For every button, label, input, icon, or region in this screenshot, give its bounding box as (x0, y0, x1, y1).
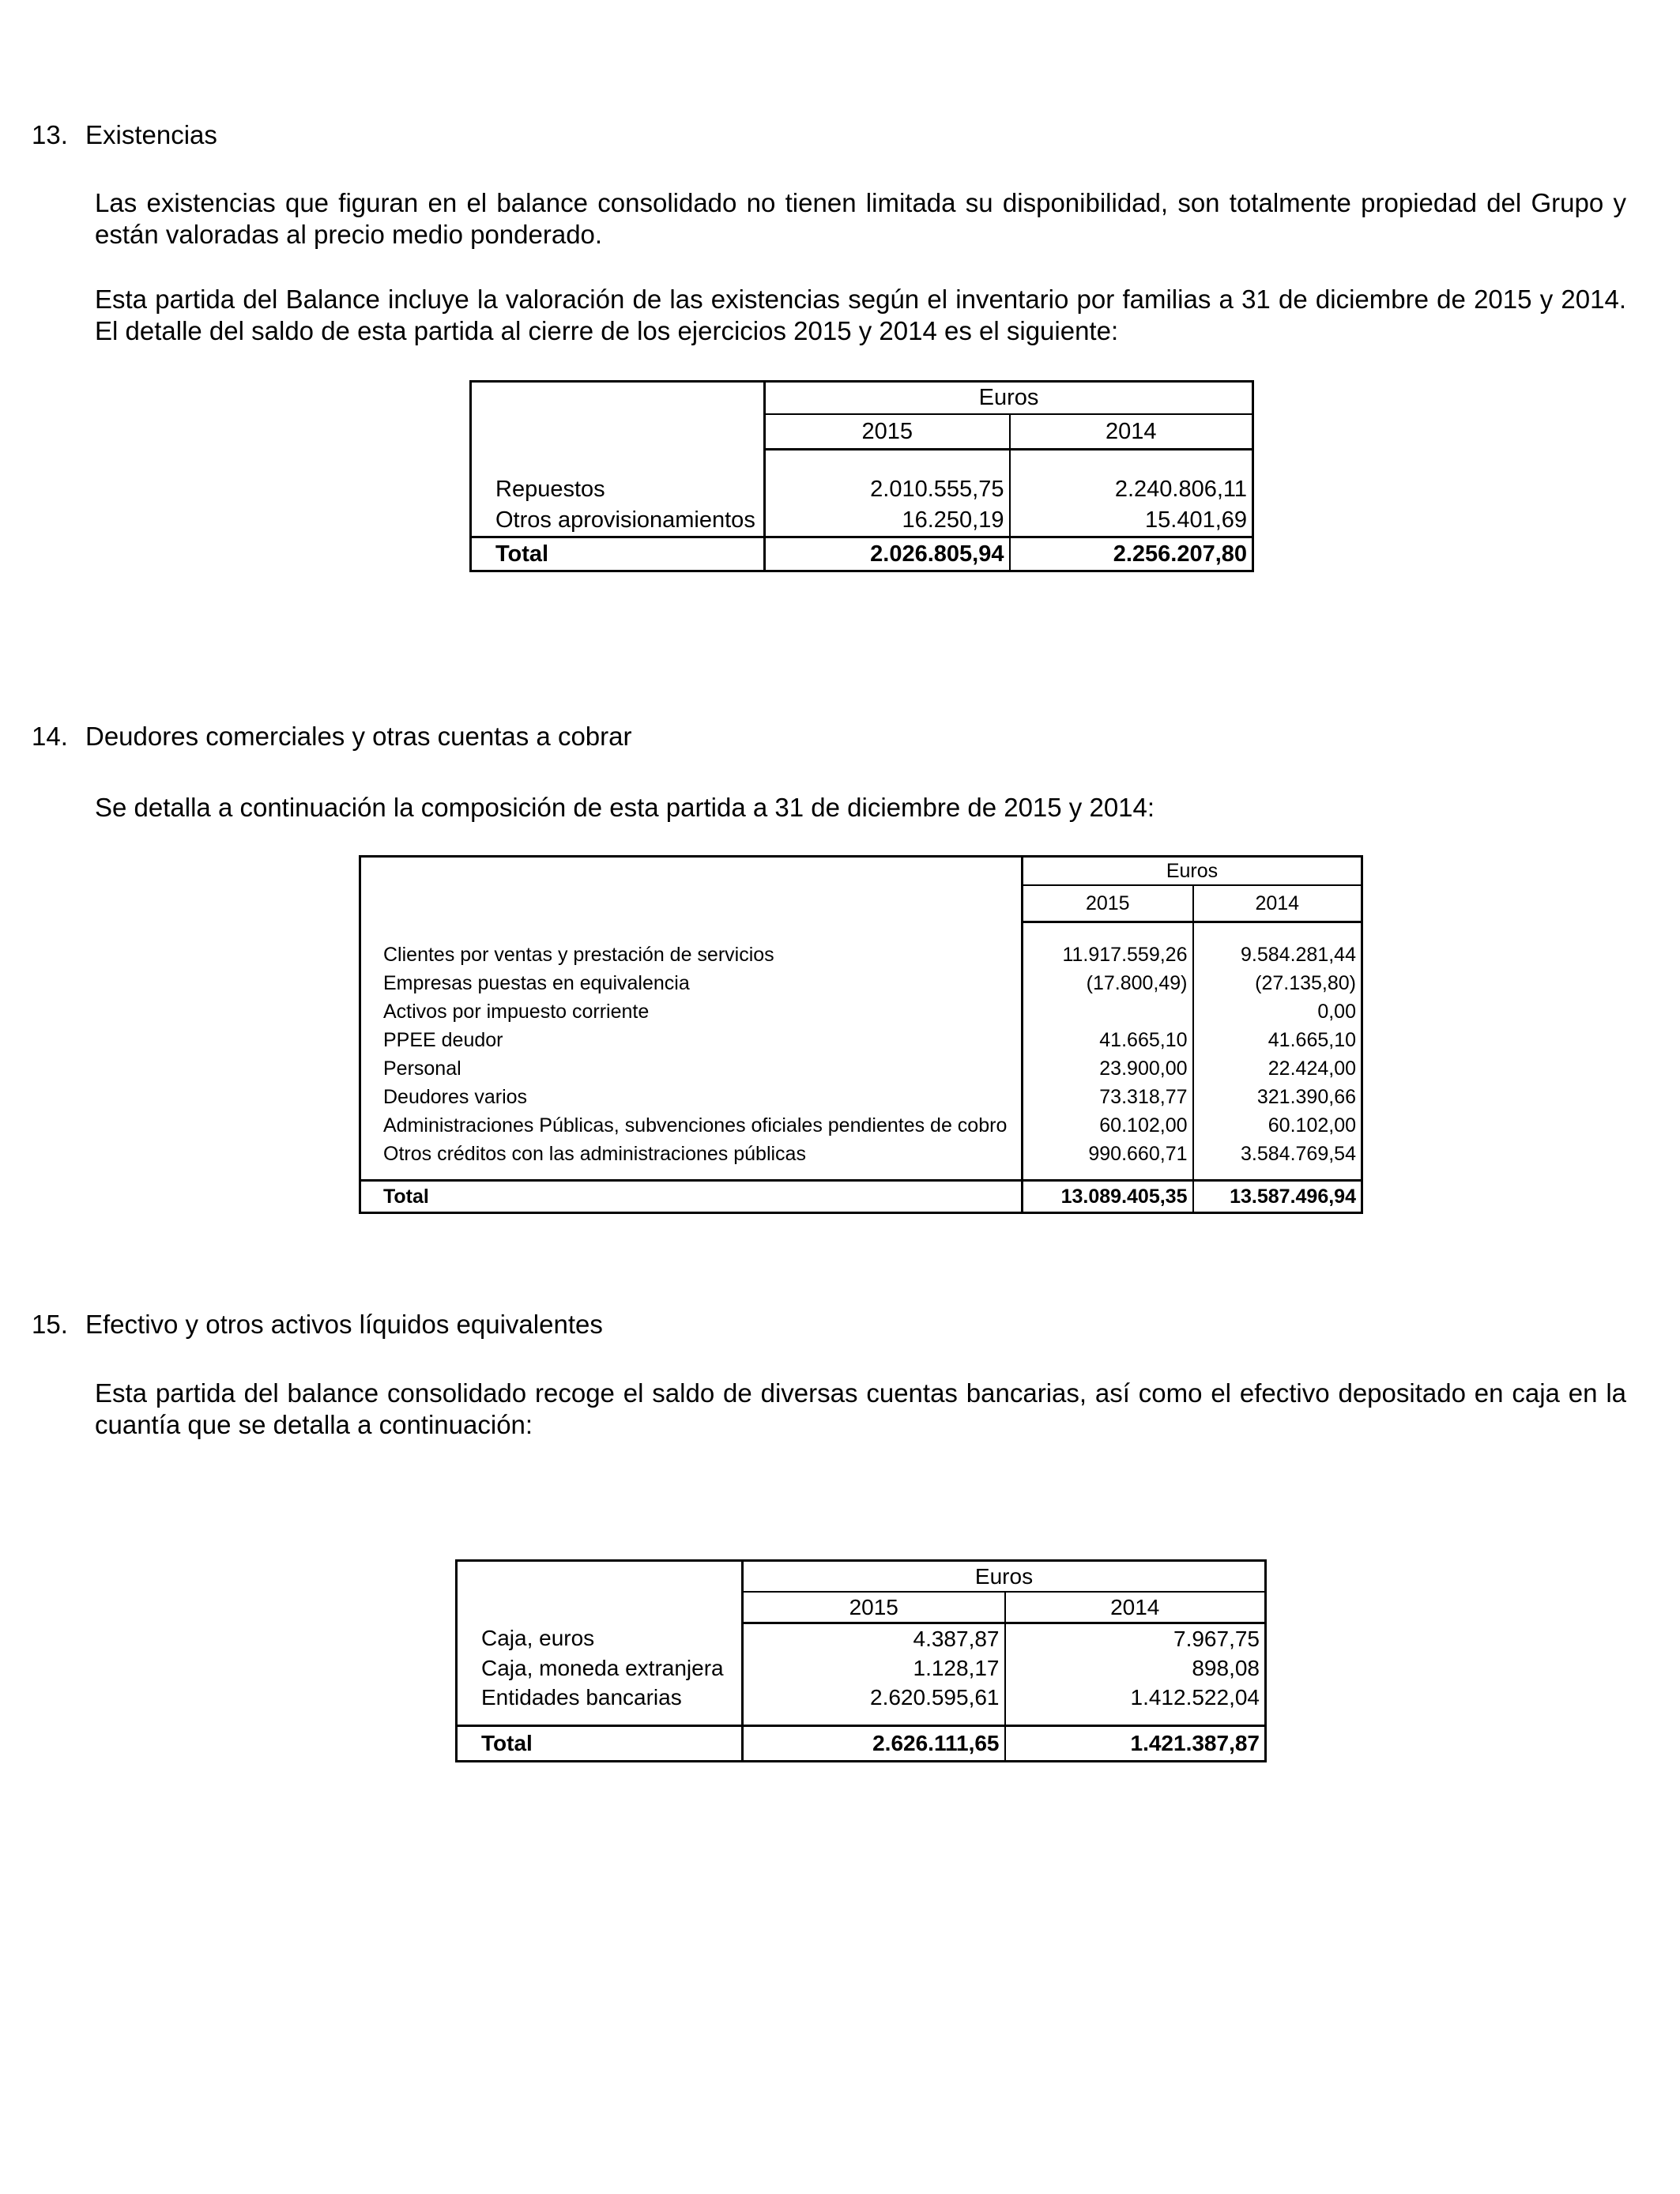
year-header: 2015 (765, 414, 1010, 450)
value-2015 (1023, 997, 1193, 1026)
cash-table (455, 1559, 1267, 1762)
value-2015: 23.900,00 (1023, 1054, 1193, 1083)
value-2014: 0,00 (1317, 1000, 1356, 1023)
section-number: 14. (32, 722, 68, 751)
section-title: Deudores comerciales y otras cuentas a cobrar (85, 722, 632, 751)
value-2014: 1.412.522,04 (1130, 1684, 1260, 1710)
value-2014: 41.665,10 (1268, 1028, 1356, 1051)
table-row (457, 1683, 1266, 1712)
total-row (457, 1726, 1266, 1762)
currency-header: Euros (743, 1561, 1266, 1593)
section-title: Existencias (85, 120, 217, 149)
value-2015: 16.250,19 (765, 505, 1010, 537)
total-2015: 2.626.111,65 (743, 1726, 1005, 1762)
value-2014: 9.584.281,44 (1241, 943, 1356, 966)
total-label: Total (457, 1726, 743, 1762)
table-row (360, 1083, 1362, 1111)
row-label: Deudores varios (360, 1083, 1023, 1111)
total-row (471, 537, 1253, 571)
total-label: Total (360, 1181, 1023, 1213)
year-header: 2014 (1193, 885, 1362, 922)
row-label: Caja, moneda extranjera (457, 1653, 743, 1683)
row-label: Clientes por ventas y prestación de servicios (360, 941, 1023, 969)
year-header: 2014 (1010, 414, 1253, 450)
value-2015: 1.128,17 (743, 1653, 1005, 1683)
row-label: Empresas puestas en equivalencia (360, 969, 1023, 997)
row-label: Administraciones Públicas, subvenciones oficiales pendientes de cobro (360, 1111, 1023, 1140)
value-2015: 11.917.559,26 (1023, 941, 1193, 969)
value-2014: 7.967,75 (1173, 1626, 1260, 1651)
value-2015: (17.800,49) (1023, 969, 1193, 997)
value-2014: 15.401,69 (1145, 507, 1248, 533)
year-header: 2015 (743, 1592, 1005, 1623)
table-row (360, 1140, 1362, 1168)
section-heading (32, 1309, 603, 1340)
value-2014: 3.584.769,54 (1241, 1142, 1356, 1165)
table-row (360, 997, 1362, 1026)
paragraph: Se detalla a continuación la composición de esta partida a 31 de diciembre de 2015 y 2014: (95, 793, 1155, 822)
value-2014: 22.424,00 (1268, 1057, 1356, 1080)
table-row (360, 1111, 1362, 1140)
year-header: 2015 (1023, 885, 1193, 922)
value-2015: 990.660,71 (1023, 1140, 1193, 1168)
currency-header: Euros (1023, 857, 1362, 886)
total-2014: 1.421.387,87 (1005, 1726, 1266, 1762)
value-2014: 321.390,66 (1256, 1085, 1356, 1108)
row-label: Caja, euros (457, 1623, 743, 1654)
value-2014: (27.135,80) (1255, 971, 1356, 994)
total-2015: 13.089.405,35 (1023, 1181, 1193, 1213)
table-row (360, 1026, 1362, 1054)
total-2015: 2.026.805,94 (765, 537, 1010, 571)
table-row (360, 1054, 1362, 1083)
total-row (360, 1181, 1362, 1213)
value-2015: 2.010.555,75 (765, 474, 1010, 505)
value-2015: 60.102,00 (1023, 1111, 1193, 1140)
table-row (360, 969, 1362, 997)
section-title: Efectivo y otros activos líquidos equivalentes (85, 1310, 603, 1339)
table-row (360, 941, 1362, 969)
row-label: Otros créditos con las administraciones públicas (360, 1140, 1023, 1168)
total-2014: 2.256.207,80 (1010, 537, 1253, 571)
value-2014: 2.240.806,11 (1114, 477, 1248, 502)
row-label: PPEE deudor (360, 1026, 1023, 1054)
row-label: Personal (360, 1054, 1023, 1083)
section-number: 13. (32, 120, 68, 149)
receivables-table (359, 855, 1363, 1214)
paragraph: Esta partida del Balance incluye la valoración de las existencias según el inventario por familias a 31 de diciembre de 2015 y 2014. El detalle del saldo de esta partida al cierre de los ejercicios 2015 y 2014 es el siguiente: (95, 285, 1626, 345)
value-2015: 2.620.595,61 (743, 1683, 1005, 1712)
value-2014: 60.102,00 (1268, 1114, 1356, 1137)
row-label: Otros aprovisionamientos (471, 505, 765, 537)
table-row (457, 1623, 1266, 1654)
paragraph: Las existencias que figuran en el balance consolidado no tienen limitada su disponibilidad, son totalmente propiedad del Grupo y están valoradas al precio medio ponderado. (95, 188, 1626, 249)
row-label: Entidades bancarias (457, 1683, 743, 1712)
section-number: 15. (32, 1310, 68, 1339)
table-row (471, 474, 1253, 505)
value-2015: 41.665,10 (1023, 1026, 1193, 1054)
row-label: Repuestos (471, 474, 765, 505)
year-header: 2014 (1005, 1592, 1266, 1623)
paragraph: Esta partida del balance consolidado recoge el saldo de diversas cuentas bancarias, así como el efectivo depositado en caja en la cuantía que se detalla a continuación: (95, 1378, 1626, 1439)
currency-header: Euros (765, 382, 1253, 415)
inventory-table (469, 380, 1254, 572)
value-2015: 73.318,77 (1023, 1083, 1193, 1111)
table-row (471, 505, 1253, 537)
row-label: Activos por impuesto corriente (360, 997, 1023, 1026)
total-label: Total (471, 537, 765, 571)
section-heading (32, 119, 217, 151)
table-row (457, 1653, 1266, 1683)
value-2014: 898,08 (1192, 1655, 1260, 1680)
value-2015: 4.387,87 (743, 1623, 1005, 1654)
total-2014: 13.587.496,94 (1193, 1181, 1362, 1213)
section-heading (32, 721, 632, 752)
